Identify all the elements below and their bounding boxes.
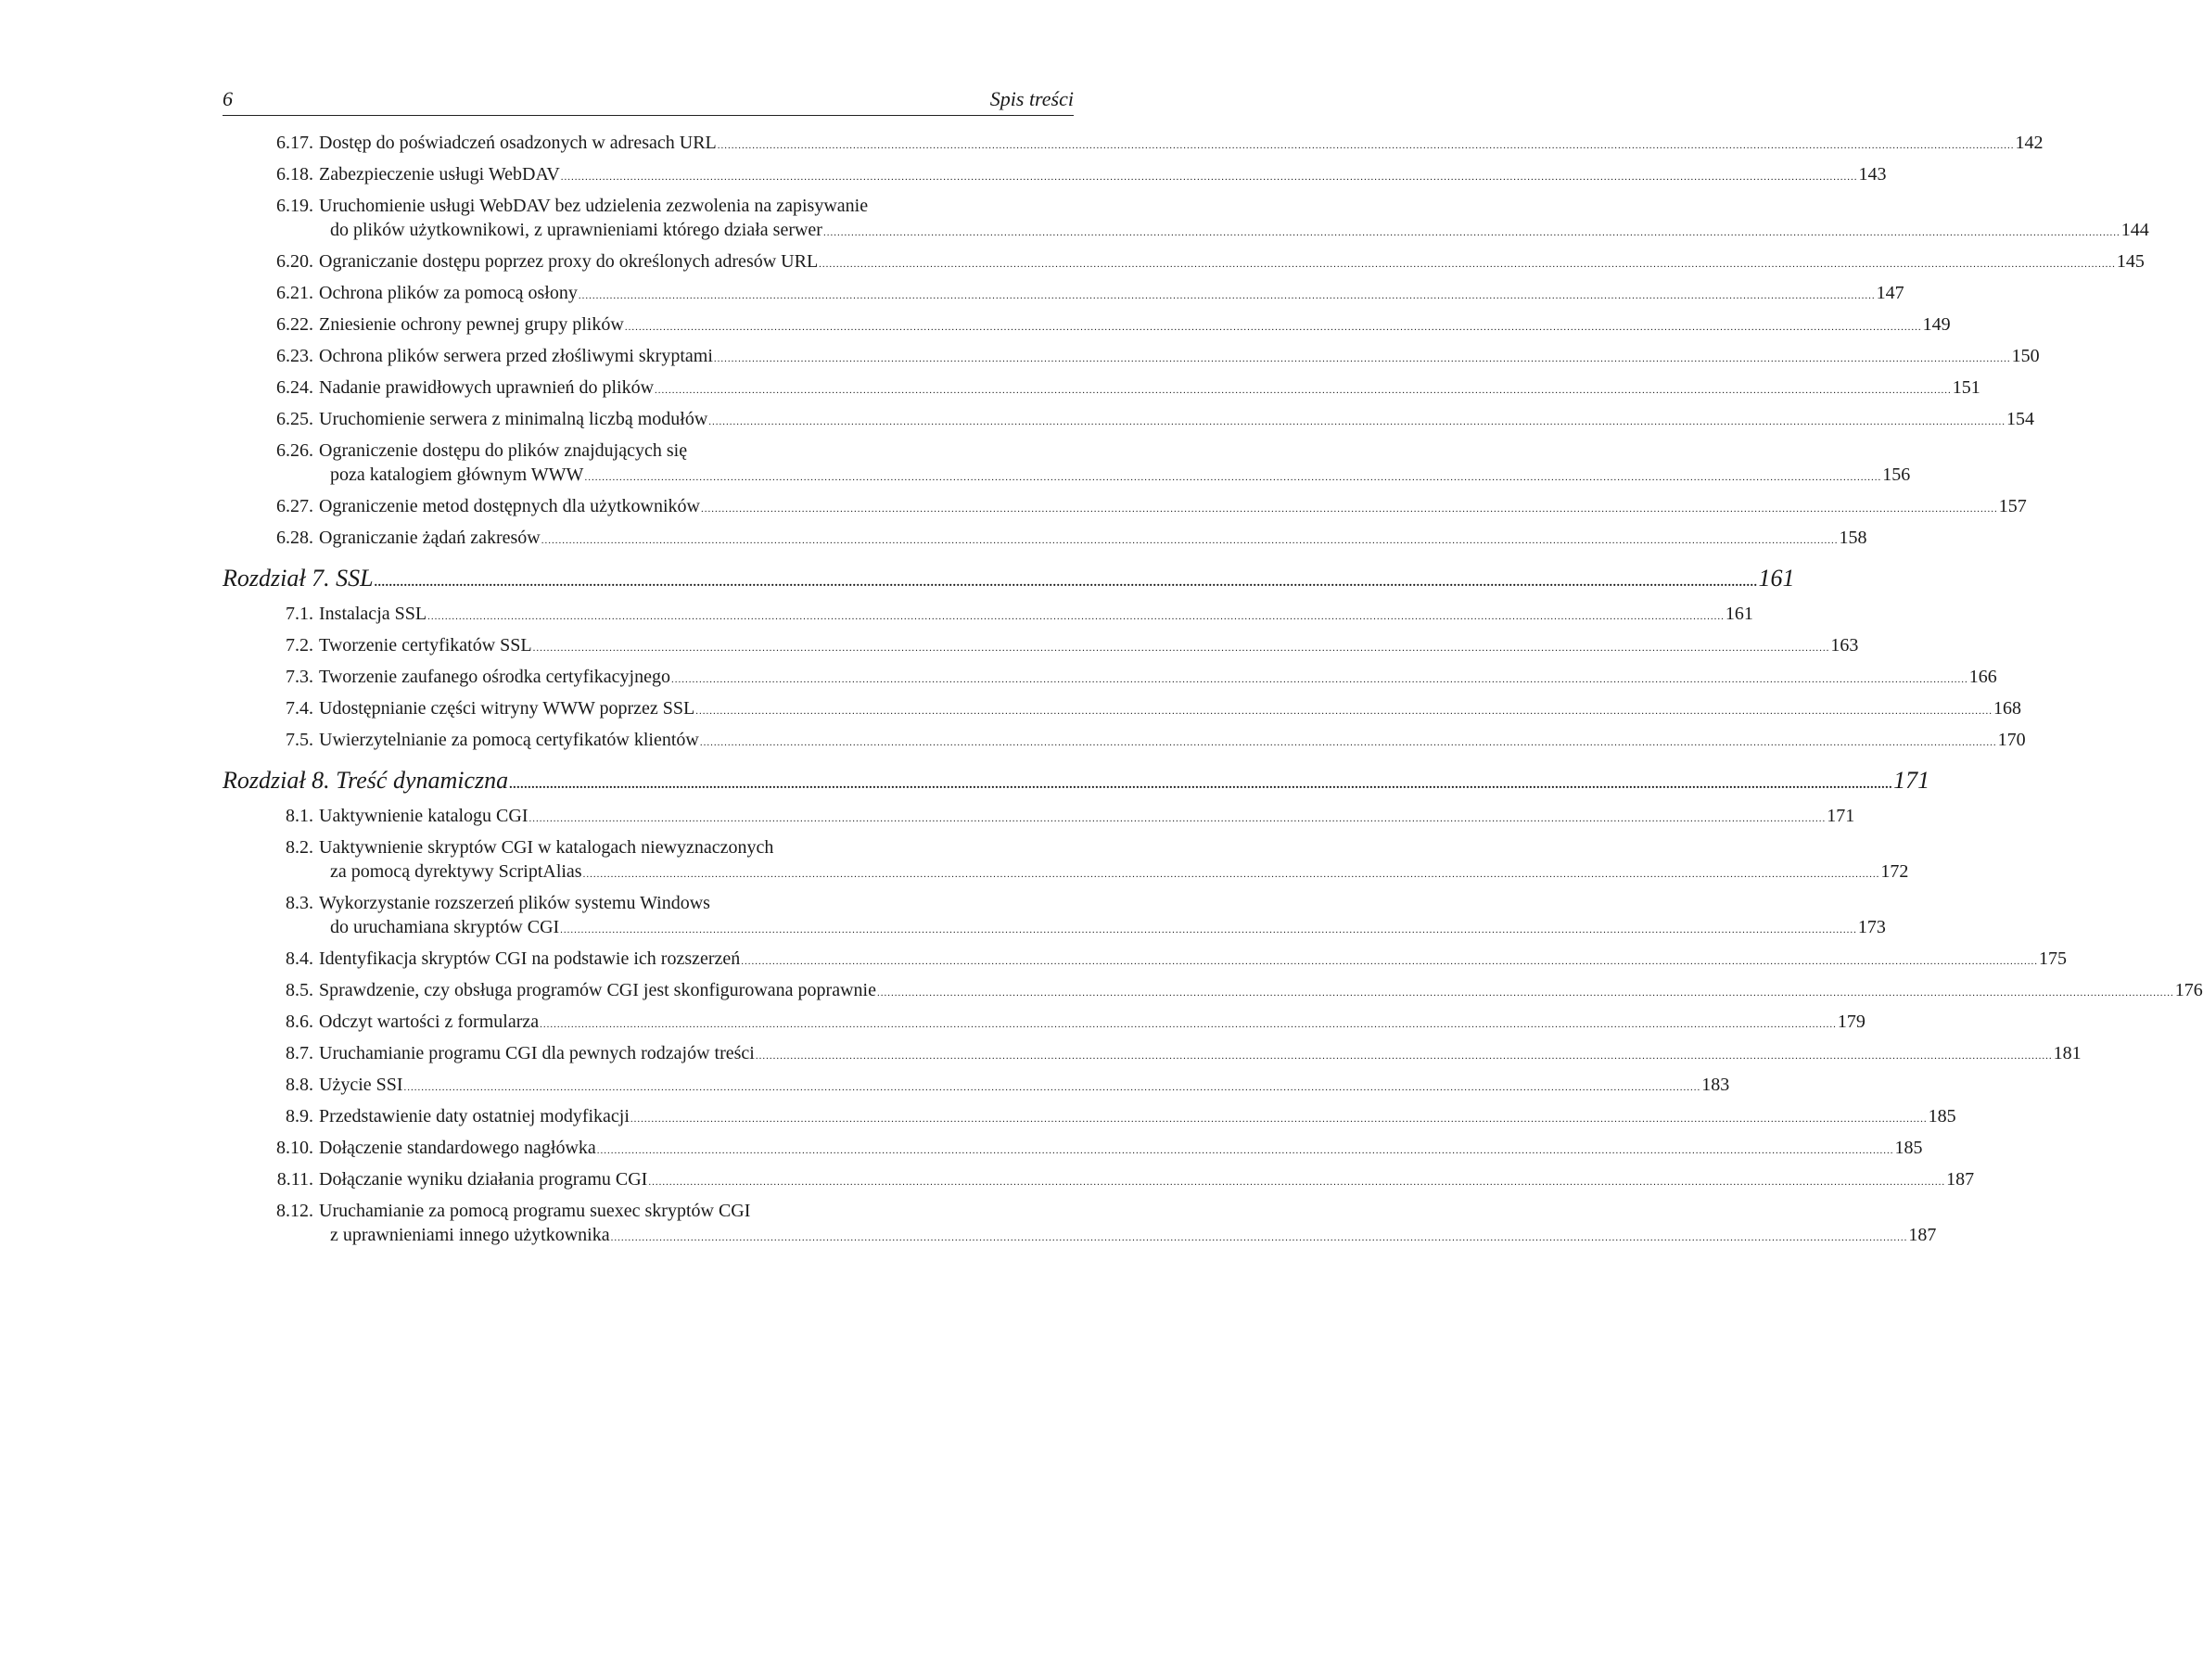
entry-number: 8.8.	[286, 1075, 313, 1095]
entry-page-number: 150	[2011, 346, 2040, 366]
entry-page-number: 158	[1839, 528, 1867, 548]
entry-body	[319, 194, 2149, 242]
entry-title-line: do plików użytkownikowi, z uprawnieniami którego działa serwer	[330, 220, 822, 240]
toc-entry[interactable]	[223, 728, 2026, 752]
toc-entry[interactable]	[223, 526, 1867, 550]
entry-title-line: Uaktywnienie skryptów CGI w katalogach niewyznaczonych	[319, 837, 774, 858]
entry-last-line	[319, 1136, 1923, 1160]
entry-number: 8.6.	[286, 1012, 313, 1032]
entry-number: 6.20.	[276, 251, 313, 272]
section-title: Spis treści	[989, 87, 1074, 110]
entry-body	[319, 835, 1909, 884]
dot-leader	[509, 779, 1892, 792]
entry-title-line: Identyfikacja skryptów CGI na podstawie ich rozszerzeń	[319, 948, 741, 969]
entry-last-line	[319, 407, 2035, 431]
dot-leader	[584, 473, 1881, 483]
entry-page-number: 144	[2120, 220, 2149, 240]
dot-leader	[648, 1177, 1945, 1188]
entry-title-line: poza katalogiem głównym WWW	[330, 465, 584, 485]
entry-last-line	[319, 1167, 1975, 1191]
document-page	[223, 87, 2203, 1254]
page-number: 6	[223, 87, 233, 110]
entry-page-number: 147	[1876, 283, 1904, 303]
entry-body	[319, 665, 1997, 689]
toc-entry[interactable]	[223, 633, 1859, 657]
entry-last-line	[319, 1041, 2082, 1065]
entry-number: 8.3.	[286, 893, 313, 913]
toc-entry[interactable]	[223, 439, 1911, 487]
dot-leader	[579, 291, 1876, 301]
entry-last-line	[319, 602, 1753, 626]
entry-last-line	[319, 494, 2027, 518]
dot-leader	[583, 870, 1880, 880]
entry-number: 6.22.	[276, 314, 313, 335]
entry-body	[319, 162, 1887, 186]
entry-title-line: Tworzenie zaufanego ośrodka certyfikacyjnego	[319, 667, 670, 687]
entry-title-line: Nadanie prawidłowych uprawnień do plików	[319, 377, 655, 398]
entry-body	[319, 602, 1753, 626]
entry-page-number: 156	[1882, 465, 1911, 485]
dot-leader	[561, 172, 1858, 183]
entry-body	[319, 1010, 1866, 1034]
dot-leader	[611, 1233, 1908, 1243]
entry-body	[319, 696, 2022, 720]
entry-title-line: Instalacja SSL	[319, 604, 427, 624]
entry-number: 6.28.	[276, 528, 313, 548]
toc-entry[interactable]	[223, 1073, 1730, 1097]
entry-last-line	[319, 463, 1911, 487]
entry-page-number: 149	[1922, 314, 1951, 335]
toc-entry[interactable]	[223, 312, 1951, 337]
entry-page-number: 142	[2015, 133, 2044, 153]
dot-leader	[533, 643, 1830, 654]
toc-entry[interactable]	[223, 281, 1904, 305]
entry-page-number: 154	[2006, 409, 2035, 429]
entry-title-line: Ochrona plików za pomocą osłony	[319, 283, 578, 303]
entry-page-number: 157	[1998, 496, 2027, 516]
toc-entry[interactable]	[223, 804, 1855, 828]
entry-number: 8.1.	[286, 806, 313, 826]
entry-title-line: Uaktywnienie katalogu CGI	[319, 806, 528, 826]
entry-number: 7.1.	[286, 604, 313, 624]
entry-page-number: 176	[2174, 980, 2203, 1000]
dot-leader	[427, 612, 1725, 622]
entry-number: 6.21.	[276, 283, 313, 303]
entry-page-number: 185	[1928, 1106, 1956, 1126]
entry-title-line: Ograniczanie dostępu poprzez proxy do określonych adresów URL	[319, 251, 819, 272]
entry-number: 7.3.	[286, 667, 313, 687]
entry-page-number: 145	[2116, 251, 2145, 272]
entry-title-line: Ograniczenie metod dostępnych dla użytkowników	[319, 496, 700, 516]
toc-entry[interactable]	[223, 947, 2068, 971]
entry-title-line: Ograniczenie dostępu do plików znajdujących się	[319, 440, 688, 461]
toc-entry[interactable]	[223, 1104, 1956, 1128]
toc-entry[interactable]	[223, 602, 1753, 626]
entry-title-line: Zniesienie ochrony pewnej grupy plików	[319, 314, 624, 335]
entry-title-line: Uruchomienie serwera z minimalną liczbą modułów	[319, 409, 708, 429]
entry-body	[319, 947, 2068, 971]
entry-last-line	[319, 728, 2026, 752]
entry-title-line: Udostępnianie części witryny WWW poprzez SSL	[319, 698, 695, 719]
entry-number: 8.11.	[276, 1169, 313, 1190]
dot-leader	[541, 536, 1839, 546]
chapter-heading[interactable]	[223, 767, 1930, 795]
entry-last-line	[319, 281, 1904, 305]
entry-last-line	[319, 915, 1886, 939]
entry-number: 8.7.	[286, 1043, 313, 1063]
entry-title-line: do uruchamiana skryptów CGI	[330, 917, 560, 937]
dot-leader	[714, 354, 2011, 364]
entry-title-line: Wykorzystanie rozszerzeń plików systemu Windows	[319, 893, 710, 913]
toc-entry[interactable]	[223, 249, 2145, 274]
dot-leader	[625, 323, 1922, 333]
toc-entry[interactable]	[223, 1136, 1923, 1160]
dot-leader	[695, 706, 1993, 717]
toc-entry[interactable]	[223, 978, 2203, 1002]
entry-title-line: Ochrona plików serwera przed złośliwymi skryptami	[319, 346, 713, 366]
chapter-page-number: 161	[1758, 565, 1795, 592]
entry-number: 8.9.	[286, 1106, 313, 1126]
entry-body	[319, 1199, 1937, 1247]
entry-title-line: Ograniczanie żądań zakresów	[319, 528, 541, 548]
entry-number: 8.4.	[286, 948, 313, 969]
toc-entry[interactable]	[223, 835, 1909, 884]
entry-last-line	[319, 344, 2040, 368]
entry-number: 6.25.	[276, 409, 313, 429]
dot-leader	[708, 417, 2006, 427]
entry-page-number: 179	[1837, 1012, 1866, 1032]
dot-leader	[630, 1114, 1928, 1125]
entry-number: 8.10.	[276, 1138, 313, 1158]
entry-title-line: Uruchamianie programu CGI dla pewnych rodzajów treści	[319, 1043, 755, 1063]
entry-body	[319, 439, 1911, 487]
dot-leader	[655, 386, 1952, 396]
entry-title-line: Sprawdzenie, czy obsługa programów CGI jest skonfigurowana poprawnie	[319, 980, 876, 1000]
dot-leader	[823, 228, 2120, 238]
entry-number: 7.2.	[286, 635, 313, 655]
entry-body	[319, 1073, 1730, 1097]
entry-body	[319, 891, 1886, 939]
entry-number: 7.5.	[286, 730, 313, 750]
entry-last-line	[319, 375, 1980, 400]
entry-body	[319, 1136, 1923, 1160]
entry-last-line	[319, 633, 1859, 657]
dot-leader	[404, 1083, 1701, 1093]
entry-last-line	[319, 1010, 1866, 1034]
entry-last-line	[319, 947, 2068, 971]
entry-title-line: Przedstawienie daty ostatniej modyfikacji	[319, 1106, 630, 1126]
entry-title-line: Dostęp do poświadczeń osadzonych w adresach URL	[319, 133, 717, 153]
dot-leader	[741, 957, 2038, 967]
entry-page-number: 170	[1997, 730, 2026, 750]
entry-body	[319, 1167, 1975, 1191]
entry-page-number: 163	[1830, 635, 1859, 655]
entry-number: 6.23.	[276, 346, 313, 366]
table-of-contents	[223, 131, 2203, 1247]
entry-page-number: 187	[1908, 1225, 1937, 1245]
entry-last-line	[319, 131, 2044, 155]
chapter-page-number: 171	[1893, 767, 1930, 794]
toc-entry[interactable]	[223, 194, 2149, 242]
toc-entry[interactable]	[223, 1167, 1975, 1191]
entry-number: 8.12.	[276, 1201, 313, 1221]
entry-last-line	[319, 1104, 1956, 1128]
entry-title-line: Tworzenie certyfikatów SSL	[319, 635, 532, 655]
entry-last-line	[319, 859, 1909, 884]
chapter-title: Rozdział 8. Treść dynamiczna	[223, 767, 509, 794]
entry-page-number: 187	[1946, 1169, 1975, 1190]
toc-entry[interactable]	[223, 131, 2044, 155]
entry-title-line: Uruchomienie usługi WebDAV bez udzielenia zezwolenia na zapisywanie	[319, 196, 869, 216]
toc-entry[interactable]	[223, 1010, 1866, 1034]
entry-body	[319, 633, 1859, 657]
toc-entry[interactable]	[223, 1199, 1937, 1247]
entry-last-line	[319, 1223, 1937, 1247]
entry-number: 8.5.	[286, 980, 313, 1000]
toc-entry[interactable]	[223, 344, 2040, 368]
toc-entry[interactable]	[223, 665, 1997, 689]
entry-title-line: Użycie SSI	[319, 1075, 403, 1095]
entry-title-line: Dołączenie standardowego nagłówka	[319, 1138, 596, 1158]
dot-leader	[819, 260, 2116, 270]
entry-page-number: 143	[1858, 164, 1887, 185]
chapter-title: Rozdział 7. SSL	[223, 565, 374, 592]
dot-leader	[597, 1146, 1894, 1156]
entry-page-number: 171	[1827, 806, 1855, 826]
entry-page-number: 175	[2039, 948, 2068, 969]
entry-last-line	[319, 218, 2149, 242]
dot-leader	[718, 141, 2015, 151]
entry-body	[319, 131, 2044, 155]
entry-body	[319, 344, 2040, 368]
dot-leader	[756, 1051, 2053, 1062]
entry-page-number: 185	[1894, 1138, 1923, 1158]
entry-last-line	[319, 804, 1855, 828]
dot-leader	[700, 738, 1997, 748]
entry-number: 6.27.	[276, 496, 313, 516]
dot-leader	[540, 1020, 1837, 1030]
dot-leader	[671, 675, 1968, 685]
entry-title-line: Zabezpieczenie usługi WebDAV	[319, 164, 560, 185]
entry-page-number: 161	[1725, 604, 1753, 624]
toc-entry[interactable]	[223, 407, 2035, 431]
entry-last-line	[319, 1073, 1730, 1097]
toc-entry[interactable]	[223, 696, 2022, 720]
entry-number: 7.4.	[286, 698, 313, 719]
entry-body	[319, 526, 1867, 550]
entry-number: 6.26.	[276, 440, 313, 461]
entry-body	[319, 281, 1904, 305]
entry-body	[319, 1104, 1956, 1128]
toc-entry[interactable]	[223, 162, 1887, 186]
toc-entry[interactable]	[223, 1041, 2082, 1065]
dot-leader	[560, 925, 1857, 935]
entry-number: 6.18.	[276, 164, 313, 185]
entry-title-line: Odczyt wartości z formularza	[319, 1012, 540, 1032]
entry-body	[319, 312, 1951, 337]
entry-number: 6.17.	[276, 133, 313, 153]
entry-last-line	[319, 665, 1997, 689]
entry-title-line: z uprawnieniami innego użytkownika	[330, 1225, 610, 1245]
entry-body	[319, 494, 2027, 518]
entry-last-line	[319, 978, 2203, 1002]
entry-body	[319, 728, 2026, 752]
toc-entry[interactable]	[223, 494, 2027, 518]
entry-page-number: 181	[2053, 1043, 2082, 1063]
entry-title-line: Dołączanie wyniku działania programu CGI	[319, 1169, 648, 1190]
entry-page-number: 173	[1857, 917, 1886, 937]
toc-entry[interactable]	[223, 891, 1886, 939]
entry-title-line: Uruchamianie za pomocą programu suexec skryptów CGI	[319, 1201, 751, 1221]
toc-entry[interactable]	[223, 375, 1980, 400]
entry-page-number: 166	[1968, 667, 1997, 687]
entry-body	[319, 1041, 2082, 1065]
dot-leader	[375, 577, 1758, 590]
entry-page-number: 172	[1880, 861, 1909, 882]
entry-page-number: 168	[1993, 698, 2022, 719]
entry-body	[319, 407, 2035, 431]
dot-leader	[701, 504, 1998, 515]
entry-title-line: Uwierzytelnianie za pomocą certyfikatów klientów	[319, 730, 699, 750]
entry-last-line	[319, 249, 2145, 274]
dot-leader	[529, 814, 1827, 824]
entry-body	[319, 978, 2203, 1002]
entry-title-line: za pomocą dyrektywy ScriptAlias	[330, 861, 582, 882]
entry-body	[319, 249, 2145, 274]
entry-body	[319, 804, 1855, 828]
dot-leader	[877, 988, 2174, 999]
entry-number: 6.19.	[276, 196, 313, 216]
entry-page-number: 183	[1701, 1075, 1730, 1095]
entry-number: 6.24.	[276, 377, 313, 398]
entry-page-number: 151	[1952, 377, 1980, 398]
entry-last-line	[319, 526, 1867, 550]
entry-last-line	[319, 312, 1951, 337]
running-head	[223, 89, 1074, 116]
entry-last-line	[319, 162, 1887, 186]
entry-number: 8.2.	[286, 837, 313, 858]
entry-body	[319, 375, 1980, 400]
chapter-heading[interactable]	[223, 565, 1795, 592]
entry-last-line	[319, 696, 2022, 720]
